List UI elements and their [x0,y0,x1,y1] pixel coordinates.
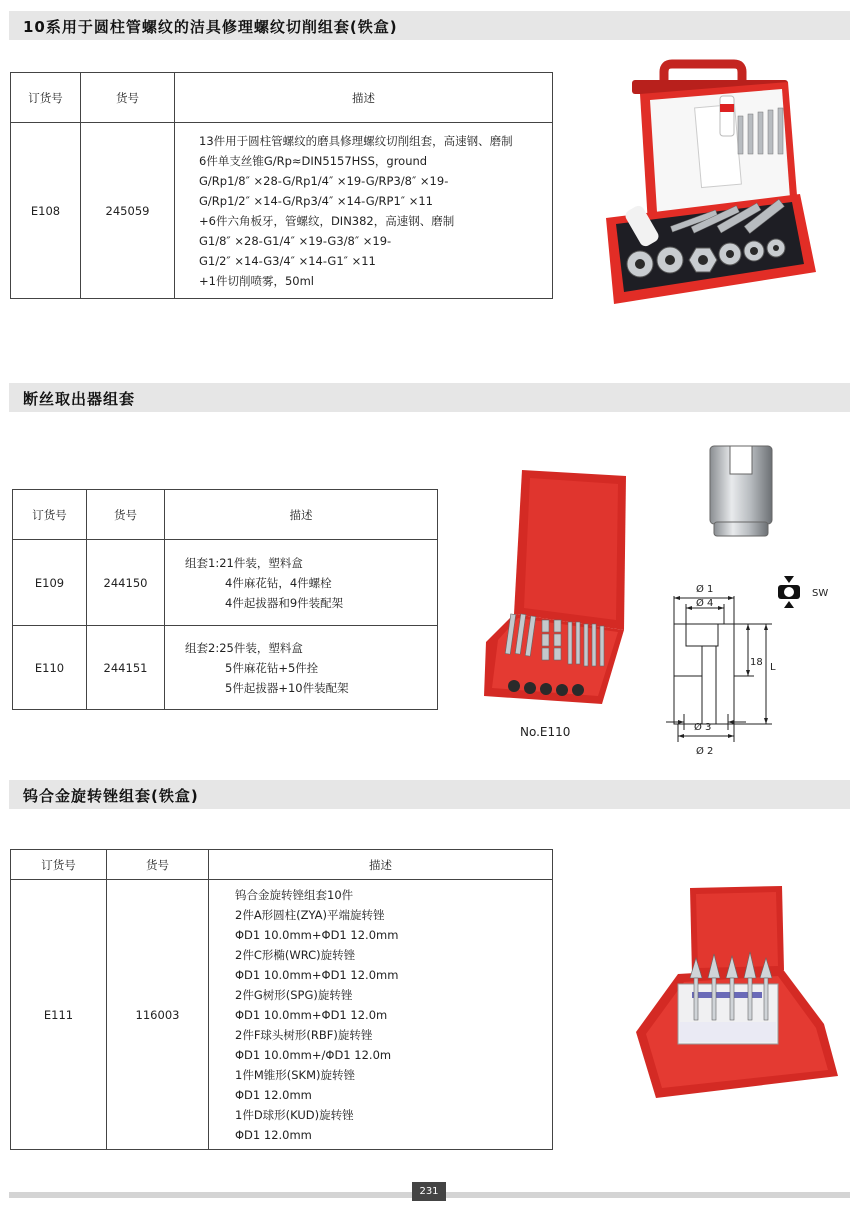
desc-line: G1/2″ ×14-G3/4″ ×14-G1″ ×11 [199,253,376,268]
product-table-burr [10,849,553,1150]
header-order-no: 订货号 [11,73,81,123]
desc-line: 1件M锥形(SKM)旋转锉 [235,1067,355,1082]
desc-line: +6件六角板牙，管螺纹，DIN382，高速钢、磨制 [199,213,455,228]
desc-line: 13件用于圆柱管螺纹的磨具修理螺纹切削组套，高速钢、磨制 [199,133,513,148]
order-no-cell: E111 [11,880,107,1150]
dim-sw-label: SW [812,588,829,599]
page-number: 231 [412,1182,446,1201]
desc-line: 5件麻花钻+5件拴 [225,660,319,675]
header-order-no: 订货号 [13,490,87,540]
figure-caption: No.E110 [520,725,571,739]
desc-line: 2件G树形(SPG)旋转锉 [235,987,353,1002]
order-no-cell: E109 [13,540,87,626]
desc-line: 2件F球头树形(RBF)旋转锉 [235,1027,373,1042]
desc-line: 2件C形椭(WRC)旋转锉 [235,947,356,962]
header-item-no: 货号 [107,850,209,880]
dim-d1-label: Ø 1 [696,584,714,595]
section-header-extractor-set [9,383,850,412]
desc-line: 2件A形圆柱(ZYA)平端旋转锉 [235,907,385,922]
description-cell [165,540,438,626]
desc-line: 1件D球形(KUD)旋转锉 [235,1107,354,1122]
desc-line: G/Rp1/8″ ×28-G/Rp1/4″ ×19-G/RP3/8″ ×19- [199,173,449,188]
header-description: 描述 [165,490,438,540]
table-row [11,123,553,299]
product-table-extractor [12,489,438,710]
header-order-no: 订货号 [11,850,107,880]
desc-line: G1/8″ ×28-G1/4″ ×19-G3/8″ ×19- [199,233,392,248]
section-title: 断丝取出器组套 [23,390,136,408]
product-table-threading [10,72,553,299]
burr-set-case-image [632,882,844,1108]
description-cell [209,880,553,1150]
item-no-cell: 244151 [87,626,165,710]
desc-line: 组套2:25件装，塑料盒 [185,640,303,655]
desc-line: 钨合金旋转锉组套10件 [235,887,354,902]
desc-line: ΦD1 10.0mm+/ΦD1 12.0m [235,1047,392,1062]
dim-height-label: 18 [750,657,763,668]
item-no-cell: 244150 [87,540,165,626]
table-header-row [13,490,438,540]
description-cell [175,123,553,299]
desc-line: 组套1:21件装，塑料盒 [185,555,303,570]
header-item-no: 货号 [87,490,165,540]
item-no-cell: 245059 [81,123,175,299]
dim-length-label: L [770,662,776,673]
table-header-row [11,850,553,880]
order-no-cell: E110 [13,626,87,710]
desc-line: G/Rp1/2″ ×14-G/Rp3/4″ ×14-G/RP1″ ×11 [199,193,433,208]
desc-line: 4件麻花钻，4件螺栓 [225,575,332,590]
desc-line: ΦD1 12.0mm [235,1127,312,1142]
desc-line: ΦD1 12.0mm [235,1087,312,1102]
desc-line: 4件起拔器和9件装配架 [225,595,344,610]
dim-d2-label: Ø 2 [696,746,714,757]
extractor-technical-drawing [648,574,848,760]
extractor-set-case-image [478,464,630,718]
section-header-burr-set [9,780,850,809]
desc-line: +1件切削喷雾，50ml [199,273,314,288]
desc-line: ΦD1 10.0mm+ΦD1 12.0m [235,1007,388,1022]
wrench-size-icon [778,576,800,608]
item-no-cell: 116003 [107,880,209,1150]
desc-line: 5件起拔器+10件装配架 [225,680,349,695]
threading-set-case-image [586,58,820,308]
extractor-nut-render [708,444,774,540]
desc-line: ΦD1 10.0mm+ΦD1 12.0mm [235,927,399,942]
section-title: 10系用于圆柱管螺纹的洁具修理螺纹切削组套(铁盒) [23,18,398,36]
order-no-cell: E108 [11,123,81,299]
table-row [11,880,553,1150]
header-item-no: 货号 [81,73,175,123]
desc-line: ΦD1 10.0mm+ΦD1 12.0mm [235,967,399,982]
table-header-row [11,73,553,123]
table-row [13,540,438,626]
desc-line: 6件单支丝锥G/Rp≈DIN5157HSS，ground [199,153,428,168]
header-description: 描述 [209,850,553,880]
description-cell [165,626,438,710]
dim-d3-label: Ø 3 [694,722,712,733]
table-row [13,626,438,710]
section-header-threading-set [9,11,850,40]
section-title: 钨合金旋转锉组套(铁盒) [23,787,199,805]
dim-d4-label: Ø 4 [696,598,714,609]
header-description: 描述 [175,73,553,123]
